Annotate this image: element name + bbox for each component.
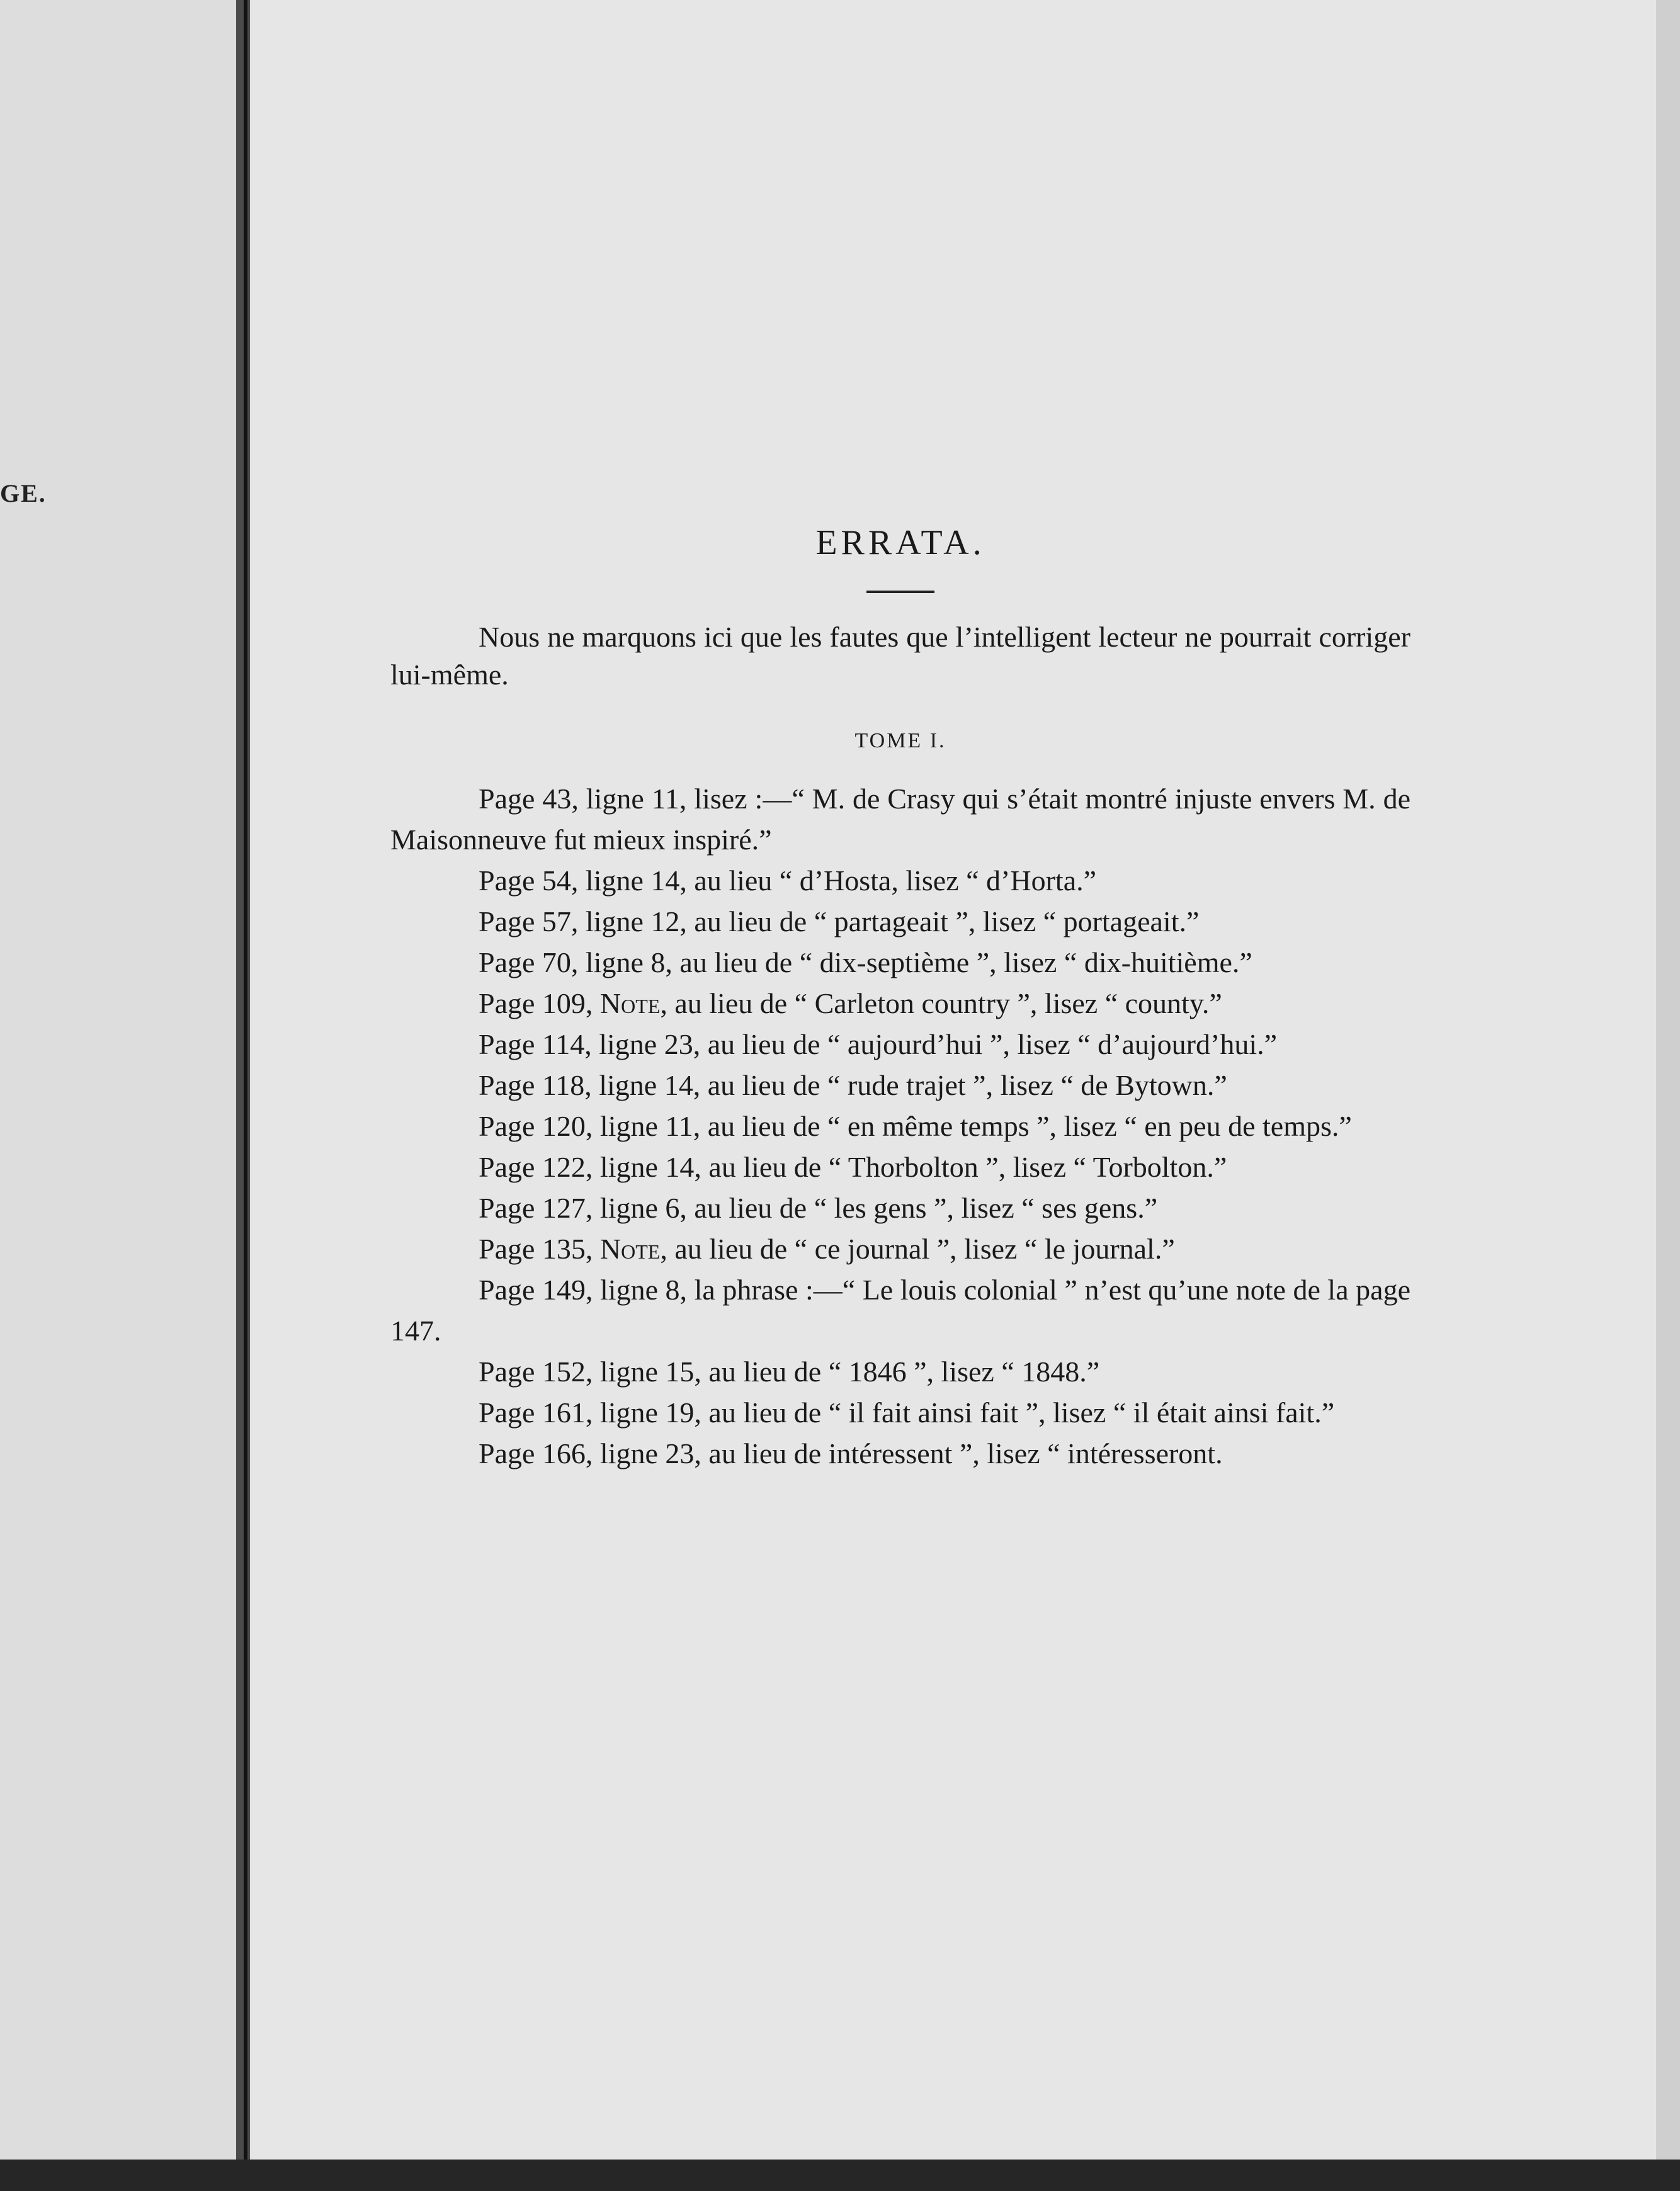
entry-page: Page 135, (479, 1233, 593, 1265)
entry-page: Page 114, (479, 1028, 592, 1060)
entry-text: ligne 8, au lieu de “ dix-septième ”, lisez “ dix-huitième.” (578, 946, 1252, 978)
entry-text: ligne 19, au lieu de “ il fait ainsi fait ”, lisez “ il était ainsi fait.” (593, 1396, 1335, 1429)
entry-text: ligne 23, au lieu de “ aujourd’hui ”, lisez “ d’aujourd’hui.” (591, 1028, 1278, 1060)
entry-page: Page 161, (479, 1396, 593, 1429)
errata-entry (390, 942, 1410, 983)
errata-list (390, 778, 1410, 1474)
errata-entry (390, 901, 1410, 942)
entry-page: Page 166, (479, 1437, 593, 1469)
title-divider (866, 591, 934, 593)
errata-entry (390, 1146, 1410, 1187)
errata-entry (390, 1228, 1410, 1269)
intro-paragraph: Nous ne marquons ici que les fautes que l’intelligent lecteur ne pourrait corriger lui-même. (390, 621, 1410, 691)
entry-note-label: Note (599, 987, 661, 1019)
entry-text: ligne 12, au lieu de “ partageait ”, lisez “ portageait.” (578, 905, 1200, 937)
errata-entry (390, 1351, 1410, 1392)
entry-text: ligne 23, au lieu de intéressent ”, lisez “ intéresseront. (593, 1437, 1223, 1469)
page-title: ERRATA. (815, 523, 985, 562)
entry-page: Page 152, (479, 1356, 593, 1388)
volume-heading: TOME I. (854, 729, 946, 752)
entry-text: ligne 14, au lieu de “ rude trajet ”, lisez “ de Bytown.” (591, 1069, 1227, 1101)
entry-text: ligne 6, au lieu de “ les gens ”, lisez “ ses gens.” (593, 1192, 1158, 1224)
entry-text: ligne 8, la phrase :—“ Le louis colonial ” n’est qu’une note de la page 147. (390, 1274, 1410, 1347)
entry-page: Page 70, (479, 946, 579, 978)
page-fold-line (244, 0, 247, 2191)
page-right-edge (1656, 0, 1680, 2191)
entry-note-label: Note (599, 1233, 661, 1265)
entry-page: Page 122, (479, 1151, 593, 1183)
book-gutter (236, 0, 250, 2191)
entry-text: ligne 14, au lieu de “ Thorbolton ”, lisez “ Torbolton.” (593, 1151, 1227, 1183)
entry-page: Page 127, (479, 1192, 593, 1224)
entry-text: ligne 14, au lieu “ d’Hosta, lisez “ d’Horta.” (578, 864, 1097, 897)
errata-entry (390, 778, 1410, 860)
entry-page: Page 54, (479, 864, 579, 897)
errata-entry (390, 1106, 1410, 1146)
entry-page: Page 57, (479, 905, 579, 937)
previous-page-edge (0, 0, 236, 2166)
errata-entry (390, 1269, 1410, 1351)
entry-page: Page 120, (479, 1110, 593, 1142)
entry-text: ligne 15, au lieu de “ 1846 ”, lisez “ 1848.” (593, 1356, 1100, 1388)
errata-entry (390, 1024, 1410, 1065)
errata-entry (390, 1392, 1410, 1433)
errata-entry (390, 860, 1410, 901)
entry-text: ligne 11, lisez :—“ M. de Crasy qui s’était montré injuste envers M. de Maisonneuve fut mieux inspiré.” (390, 783, 1411, 856)
errata-entry (390, 983, 1410, 1024)
entry-page: Page 149, (479, 1274, 593, 1306)
entry-text: ligne 11, au lieu de “ en même temps ”, lisez “ en peu de temps.” (593, 1110, 1352, 1142)
previous-page-text-fragment: GE. (0, 479, 47, 507)
errata-entry (390, 1065, 1410, 1106)
entry-text: , au lieu de “ ce journal ”, lisez “ le journal.” (660, 1233, 1175, 1265)
entry-text: , au lieu de “ Carleton country ”, lisez “ county.” (660, 987, 1222, 1019)
errata-entry (390, 1187, 1410, 1228)
scan-bottom-border (0, 2160, 1680, 2191)
errata-entry (390, 1433, 1410, 1474)
errata-content (390, 523, 1410, 1474)
entry-page: Page 118, (479, 1069, 592, 1101)
entry-page: Page 109, (479, 987, 593, 1019)
entry-page: Page 43, (479, 783, 579, 815)
